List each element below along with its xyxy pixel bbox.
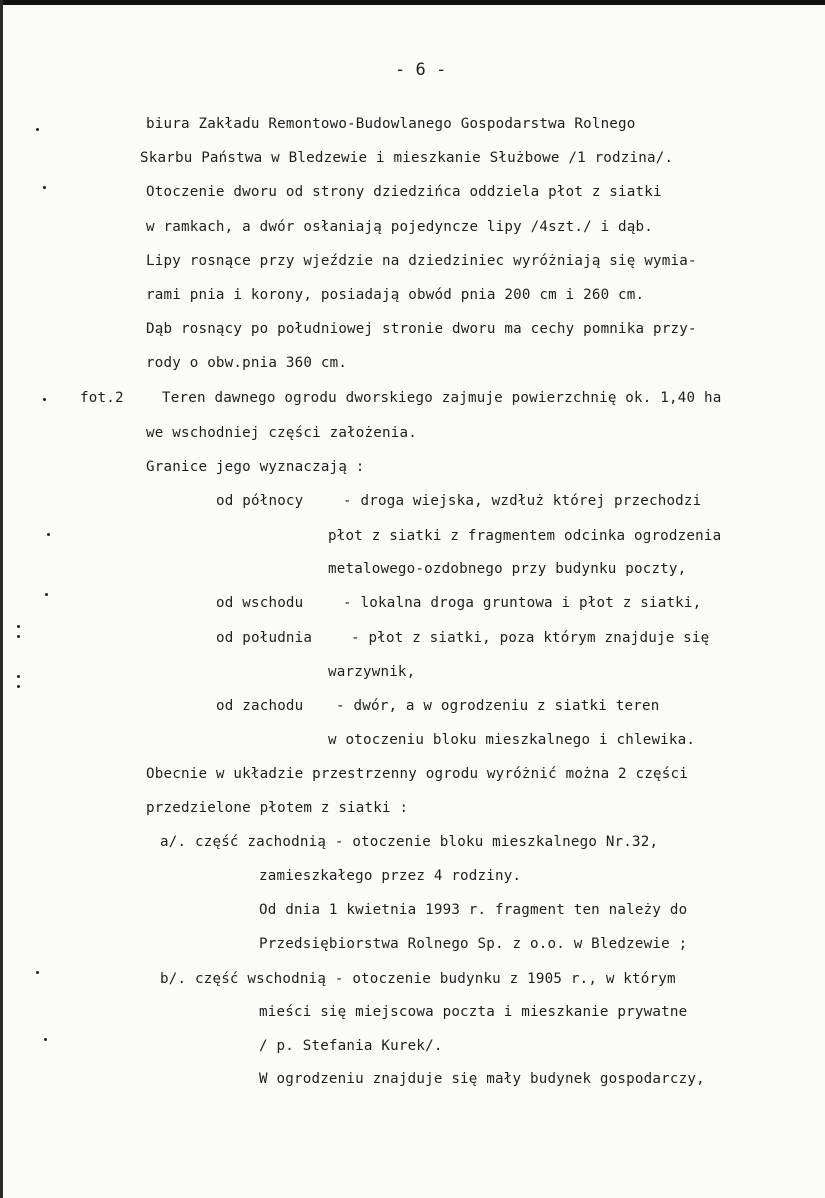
text-line: / p. Stefania Kurek/. [259, 1038, 443, 1054]
margin-mark [47, 533, 50, 536]
text-line: mieści się miejscowa poczta i mieszkanie prywatne [259, 1004, 688, 1020]
boundary-label-west: od zachodu [216, 698, 304, 714]
text-line: Dąb rosnący po południowej stronie dworu ma cechy pomnika przy- [146, 321, 697, 337]
text-line: warzywnik, [328, 664, 416, 680]
text-line: płot z siatki z fragmentem odcinka ogrodzenia [328, 528, 722, 544]
text-line: Otoczenie dworu od strony dziedzińca oddziela płot z siatki [146, 184, 662, 200]
boundary-label-north: od północy [216, 493, 304, 509]
boundary-label-south: od południa [216, 630, 313, 646]
text-line: Teren dawnego ogrodu dworskiego zajmuje powierzchnię ok. 1,40 ha [162, 390, 722, 406]
text-line: Skarbu Państwa w Bledzewie i mieszkanie Służbowe /1 rodzina/. [140, 150, 674, 166]
text-line: Lipy rosnące przy wjeździe na dziedziniec wyróżniają się wymia- [146, 253, 697, 269]
margin-mark [43, 186, 46, 189]
boundary-label-east: od wschodu [216, 595, 304, 611]
text-line: Granice jego wyznaczają : [146, 459, 365, 475]
text-line: rody o obw.pnia 360 cm. [146, 355, 348, 371]
text-line: Od dnia 1 kwietnia 1993 r. fragment ten należy do [259, 902, 688, 918]
text-line: we wschodniej części założenia. [146, 425, 417, 441]
margin-mark [17, 635, 20, 638]
margin-mark [17, 685, 20, 688]
text-line: w ramkach, a dwór osłaniają pojedyncze lipy /4szt./ i dąb. [146, 219, 654, 235]
scan-top-border [0, 0, 825, 5]
text-line: Obecnie w układzie przestrzenny ogrodu wyróżnić można 2 części [146, 766, 688, 782]
text-line: - dwór, a w ogrodzeniu z siatki teren [336, 698, 660, 714]
margin-mark [36, 971, 39, 974]
text-line: metalowego-ozdobnego przy budynku poczty, [328, 561, 687, 577]
margin-mark [45, 593, 48, 596]
page-number: - 6 - [395, 60, 447, 80]
margin-note-photo: fot.2 [80, 390, 124, 406]
text-line: - lokalna droga gruntowa i płot z siatki, [343, 595, 702, 611]
margin-mark [17, 675, 20, 678]
margin-mark [44, 1038, 47, 1041]
text-line: przedzielone płotem z siatki : [146, 800, 409, 816]
text-line: biura Zakładu Remontowo-Budowlanego Gospodarstwa Rolnego [146, 116, 636, 132]
text-line: rami pnia i korony, posiadają obwód pnia 200 cm i 260 cm. [146, 287, 645, 303]
text-line: - płot z siatki, poza którym znajduje się [351, 630, 710, 646]
margin-mark [43, 398, 46, 401]
scan-left-edge [0, 0, 3, 1198]
text-line: zamieszkałego przez 4 rodziny. [259, 868, 522, 884]
margin-mark [17, 625, 20, 628]
list-item-a: a/. część zachodnią - otoczenie bloku mieszkalnego Nr.32, [160, 834, 659, 850]
text-line: - droga wiejska, wzdłuż której przechodzi [343, 493, 702, 509]
text-line: W ogrodzeniu znajduje się mały budynek gospodarczy, [259, 1071, 705, 1087]
list-item-b: b/. część wschodnią - otoczenie budynku z 1905 r., w którym [160, 971, 676, 987]
margin-mark [36, 128, 39, 131]
text-line: Przedsiębiorstwa Rolnego Sp. z o.o. w Bledzewie ; [259, 936, 688, 952]
text-line: w otoczeniu bloku mieszkalnego i chlewika. [328, 732, 696, 748]
